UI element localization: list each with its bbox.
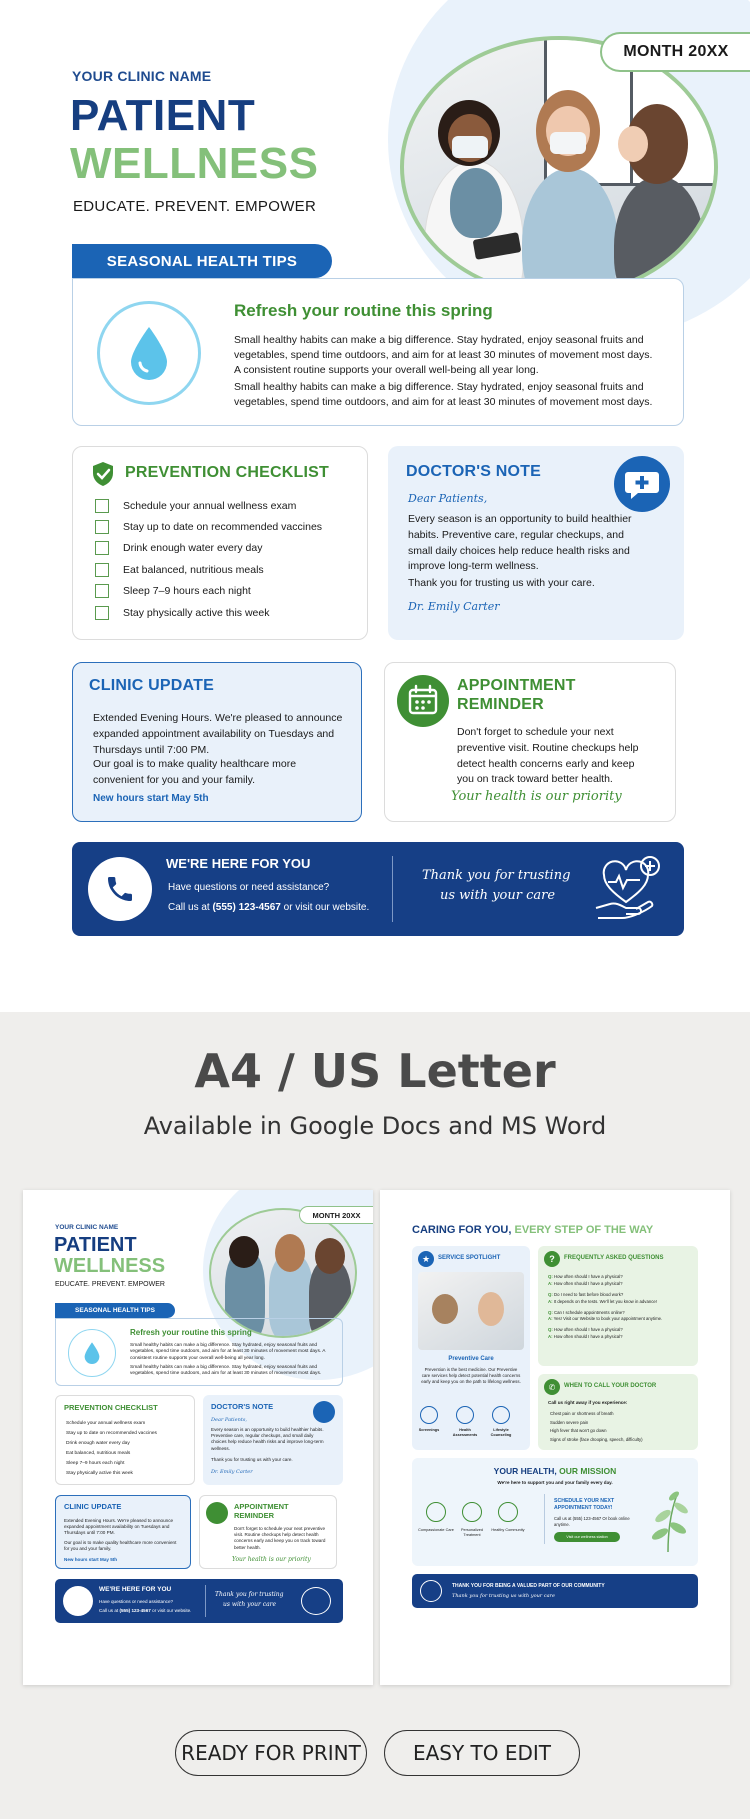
clinic-update-card <box>72 662 362 822</box>
faq-answer-text: How often should I have a physical? <box>553 1334 623 1340</box>
calendar-icon <box>206 1502 228 1524</box>
page-preview-front <box>23 1190 373 1685</box>
health-assessment-icon <box>456 1406 474 1424</box>
contact-phone[interactable]: (555) 123-4567 <box>212 902 281 913</box>
doctors-note-body: Every season is an opportunity to build healthier habits. Preventive care, regular checkups, and small daily choices help reduce health risks and improve long-term wellness. <box>408 513 632 573</box>
divider <box>544 1494 545 1544</box>
thank-you-script: Thank you for trusting us with your care <box>452 1593 555 1599</box>
checkbox[interactable] <box>95 541 109 555</box>
doctors-note-card <box>388 446 684 640</box>
page-preview-back <box>380 1190 730 1685</box>
appointment-script: Your health is our priority <box>232 1556 311 1563</box>
checklist-title: PREVENTION CHECKLIST <box>125 464 330 481</box>
clinic-update-body: Extended Evening Hours. We're pleased to announce expanded appointment availability on Tuesdays and Thursdays until 7:00 PM. <box>93 712 343 756</box>
page2-heading-part1: CARING FOR YOU, <box>412 1224 515 1236</box>
spotlight-icon-label: Lifestyle Counseling <box>490 1428 512 1438</box>
caring-hand-heart-icon <box>420 1580 442 1602</box>
contact-bar <box>72 842 684 936</box>
contact-suffix: or visit our website. <box>150 1608 192 1613</box>
phone-icon: ✆ <box>544 1379 560 1395</box>
caring-hand-heart-icon <box>592 854 664 924</box>
phone-icon <box>63 1586 93 1616</box>
contact-bar <box>55 1579 343 1623</box>
appointment-reminder-card <box>384 662 676 822</box>
contact-thanks-line2: us with your care <box>223 1601 277 1608</box>
promo-section <box>0 1012 750 1819</box>
page2-heading-part2: EVERY STEP OF THE WAY <box>514 1224 654 1236</box>
tips-heading: Refresh your routine this spring <box>130 1328 252 1337</box>
faq-question-text: Do I need to fast before blood work? <box>553 1291 624 1297</box>
schedule-title: SCHEDULE YOUR NEXT APPOINTMENT TODAY! <box>554 1498 615 1512</box>
doctors-note-thanks: Thank you for trusting us with your care. <box>211 1457 293 1462</box>
doctors-note-title: DOCTOR'S NOTE <box>406 463 542 480</box>
appointment-title-line1: APPOINTMENT <box>457 677 576 694</box>
call-doctor-card <box>538 1374 698 1450</box>
faq-answer: A: How often should I have a physical? <box>548 1280 623 1286</box>
checkbox[interactable] <box>95 563 109 577</box>
faq-answer: A: Yes! Visit our Website to book your appointment anytime. <box>548 1316 663 1322</box>
contact-line1: Have questions or need assistance? <box>168 882 330 893</box>
checklist-item[interactable] <box>95 584 251 598</box>
page2-heading <box>412 1224 653 1236</box>
thank-you-title: THANK YOU FOR BEING A VALUED PART OF OUR COMMUNITY <box>452 1583 605 1589</box>
contact-prefix: Call us at <box>168 902 213 913</box>
appointment-reminder-card <box>199 1495 337 1569</box>
doctors-note-title: DOCTOR'S NOTE <box>211 1402 274 1411</box>
medical-chat-icon <box>614 456 670 512</box>
month-badge: MONTH 20XX <box>600 32 750 72</box>
appointment-title-line1: APPOINTMENT <box>234 1502 289 1511</box>
divider <box>205 1585 206 1617</box>
seasonal-tips-tab: SEASONAL HEALTH TIPS <box>72 244 332 278</box>
faq-question: Q: Do I need to fast before blood work? <box>548 1291 624 1297</box>
doctors-note-greeting: Dear Patients, <box>408 492 488 505</box>
checklist-item-label: Stay up to date on recommended vaccines <box>123 521 323 533</box>
doctors-note-body: Every season is an opportunity to build healthier habits. Preventive care, regular checkups, and small daily choices help reduce health risks and improve long-term wellness. <box>211 1427 324 1451</box>
checkbox[interactable] <box>95 606 109 620</box>
clinic-name: YOUR CLINIC NAME <box>55 1224 119 1231</box>
scrubs <box>450 168 502 238</box>
page-title-line2: WELLNESS <box>54 1255 166 1277</box>
format-subtitle: Available in Google Docs and MS Word <box>143 1112 607 1140</box>
divider <box>392 856 393 922</box>
checklist-item-label: Stay up to date on recommended vaccines <box>66 1431 157 1437</box>
faq-question: Q: How often should I have a physical? <box>548 1327 623 1333</box>
checklist-item-label: Sleep 7–9 hours each night <box>123 585 251 597</box>
call-doctor-subtitle: Call us right away if you experience: <box>548 1400 628 1405</box>
schedule-body: Call us at (555) 123-4567 Or book online anytime. <box>554 1516 630 1527</box>
water-drop-icon <box>68 1329 116 1377</box>
clinic-update-title: CLINIC UPDATE <box>89 677 214 694</box>
star-icon: ★ <box>418 1251 434 1267</box>
checklist-item-label: Eat balanced, nutritious meals <box>66 1451 131 1457</box>
seasonal-tips-tab: SEASONAL HEALTH TIPS <box>55 1303 175 1318</box>
call-item: Signs of stroke (face drooping, speech, difficulty) <box>550 1436 643 1442</box>
mission-icon-label: Personalized Treatment <box>461 1528 483 1538</box>
faq-card <box>538 1246 698 1366</box>
checklist-title: PREVENTION CHECKLIST <box>64 1403 158 1412</box>
checklist-item-label: Drink enough water every day <box>123 542 263 554</box>
tagline: EDUCATE. PREVENT. EMPOWER <box>55 1281 165 1288</box>
contact-line2 <box>99 1608 191 1614</box>
checkbox[interactable] <box>95 584 109 598</box>
month-badge: MONTH 20XX <box>299 1206 373 1224</box>
medical-chat-icon <box>313 1401 335 1423</box>
contact-thanks-line1: Thank you for trusting <box>215 1591 284 1598</box>
ready-for-print-button[interactable]: READY FOR PRINT <box>175 1730 367 1776</box>
faq-answer: A: How often should I have a physical? <box>548 1334 623 1340</box>
faq-question: Q: How often should I have a physical? <box>548 1274 623 1279</box>
contact-line2 <box>168 902 369 913</box>
clinic-update-body: Our goal is to make quality healthcare more convenient for you and your family. <box>64 1540 177 1552</box>
checklist-item-label: Drink enough water every day <box>66 1441 130 1447</box>
appointment-title-line2: REMINDER <box>234 1511 275 1520</box>
page-title-line2: WELLNESS <box>70 139 319 188</box>
checklist-item-label: Sleep 7–9 hours each night <box>66 1461 125 1467</box>
service-spotlight-card <box>412 1246 530 1450</box>
page-title-line1: PATIENT <box>70 91 256 140</box>
calendar-icon <box>397 675 449 727</box>
faq-question: Q: Can I schedule appointments online? <box>548 1309 625 1315</box>
tips-paragraph: Small healthy habits can make a big difference. Stay hydrated, enjoy seasonal fruits and vegetables, spend time outdoors, and aim for at least 30 minutes of movement most days. A consistent routine supports your overall well-being all year long. <box>130 1343 326 1361</box>
water-drop-icon <box>97 301 201 405</box>
mission-title-part1: YOUR HEALTH, <box>493 1466 560 1476</box>
wellness-station-button[interactable]: Visit our wellness station <box>554 1532 620 1542</box>
faq-answer-text: How often should I have a physical? <box>553 1280 623 1286</box>
doctors-note-greeting: Dear Patients, <box>211 1417 248 1423</box>
doctors-note-card <box>203 1395 343 1485</box>
checklist-item[interactable] <box>95 520 322 534</box>
contact-prefix: Call us at <box>99 1608 120 1613</box>
spotlight-title: SERVICE SPOTLIGHT <box>438 1255 501 1261</box>
leaf-branch-icon <box>648 1488 688 1554</box>
appointment-title-line2: REMINDER <box>457 696 544 713</box>
contact-suffix: or visit our website. <box>280 902 370 913</box>
checklist-item-label: Eat balanced, nutritious meals <box>123 564 264 576</box>
call-doctor-title: WHEN TO CALL YOUR DOCTOR <box>564 1383 657 1389</box>
screenings-icon <box>420 1406 438 1424</box>
checklist-item[interactable] <box>95 563 264 577</box>
page-title-line1: PATIENT <box>54 1234 137 1256</box>
seasonal-tips-card <box>55 1318 343 1386</box>
call-item: Sudden severe pain <box>550 1419 589 1425</box>
faq-answer: A: It depends on the tests. We'll let you know in advance! <box>548 1298 657 1304</box>
checklist-item-label: Stay physically active this week <box>123 607 270 619</box>
doctors-note-thanks: Thank you for trusting us with your care. <box>408 577 595 589</box>
tips-paragraph: Small healthy habits can make a big difference. Stay hydrated, enjoy seasonal fruits and vegetables, spend time outdoors, and aim for at least 30 minutes of movement most days. A consistent routine supports your overall well-being all year long. <box>234 334 653 377</box>
tips-heading: Refresh your routine this spring <box>234 301 493 320</box>
call-item: Chest pain or shortness of breath <box>550 1411 614 1416</box>
call-item: High fever that won't go down <box>550 1428 607 1434</box>
community-icon <box>498 1502 518 1522</box>
mission-title <box>412 1466 698 1476</box>
phone-icon[interactable] <box>88 857 152 921</box>
spotlight-photo <box>418 1272 524 1350</box>
clinic-name: YOUR CLINIC NAME <box>72 68 212 84</box>
checklist-item[interactable] <box>95 541 263 555</box>
contact-line1: Have questions or need assistance? <box>99 1599 174 1604</box>
new-hours-note: New hours start May 5th <box>64 1557 118 1562</box>
child-face <box>618 126 648 162</box>
mission-card <box>412 1458 698 1566</box>
call-doctor-list <box>550 1410 643 1444</box>
caring-hand-heart-icon <box>301 1587 331 1615</box>
care-icon <box>426 1502 446 1522</box>
appointment-body: Don't forget to schedule your next preventive visit. Routine checkups help detect health concerns early and keep you on track toward better health. <box>234 1526 326 1550</box>
appointment-body: Don't forget to schedule your next preventive visit. Routine checkups help detect health concerns early and keep you on track toward better health. <box>457 726 639 786</box>
prevention-checklist-card <box>55 1395 195 1485</box>
faq-answer-text: Yes! Visit our Website to book your appointment anytime. <box>553 1316 663 1322</box>
contact-title: WE'RE HERE FOR YOU <box>166 856 311 871</box>
tips-paragraph: Small healthy habits can make a big difference. Stay hydrated, enjoy seasonal fruits and vegetables, spend time outdoors, and aim for at least 30 minutes of movement most days. <box>234 381 653 409</box>
prevention-checklist-card <box>72 446 368 640</box>
easy-to-edit-button[interactable]: EASY TO EDIT <box>384 1730 580 1776</box>
hero-photo <box>400 36 718 298</box>
checklist-item[interactable] <box>95 499 296 513</box>
new-hours-note: New hours start May 5th <box>93 793 209 804</box>
mission-title-part2: OUR MISSION <box>559 1466 617 1476</box>
contact-thanks-line2: us with your care <box>440 888 556 903</box>
faq-question-text: How often should I have a physical? <box>553 1274 623 1279</box>
treatment-icon <box>462 1502 482 1522</box>
checklist-item-label: Stay physically active this week <box>66 1471 133 1477</box>
faq-list <box>548 1274 692 1341</box>
question-icon: ? <box>544 1251 560 1267</box>
mission-subtitle: We're here to support you and your family every day. <box>497 1480 613 1485</box>
spotlight-icon-label: Screenings <box>418 1428 440 1432</box>
thank-you-bar <box>412 1574 698 1608</box>
faq-title: FREQUENTLY ASKED QUESTIONS <box>564 1255 664 1261</box>
checklist-item-label: Schedule your annual wellness exam <box>66 1421 146 1426</box>
appointment-title <box>234 1502 289 1520</box>
clinic-update-card <box>55 1495 191 1569</box>
spotlight-icon-label: Health Assessments <box>452 1428 478 1438</box>
checkbox[interactable] <box>95 520 109 534</box>
faq-answer-text: It depends on the tests. We'll let you know in advance! <box>553 1298 657 1304</box>
contact-title: WE'RE HERE FOR YOU <box>99 1586 172 1593</box>
format-title: A4 / US Letter <box>194 1044 556 1098</box>
clinic-update-body: Extended Evening Hours. We're pleased to announce expanded appointment availability on Tuesdays and Thursdays until 7:00 PM. <box>64 1518 174 1536</box>
tagline: EDUCATE. PREVENT. EMPOWER <box>73 198 317 215</box>
seasonal-tips-card <box>72 278 684 426</box>
mission-icon-label: Healthy Community <box>491 1528 525 1532</box>
mission-icon-label: Compassionate Care <box>418 1528 454 1532</box>
checklist-item[interactable] <box>95 606 269 620</box>
faq-question-text: How often should I have a physical? <box>553 1327 623 1333</box>
clinic-update-title: CLINIC UPDATE <box>64 1502 122 1511</box>
appointment-script: Your health is our priority <box>451 789 622 804</box>
face-mask <box>452 136 488 158</box>
spotlight-subtitle: Preventive Care <box>448 1356 494 1362</box>
doctor-signature: Dr. Emily Carter <box>408 600 500 613</box>
tips-paragraph: Small healthy habits can make a big difference. Stay hydrated, enjoy seasonal fruits and vegetables, spend time outdoors, and aim for at least 30 minutes of movement most days. <box>130 1365 322 1377</box>
checkbox[interactable] <box>95 499 109 513</box>
checklist-item-label: Schedule your annual wellness exam <box>123 500 297 512</box>
face-mask <box>550 132 586 154</box>
clinic-update-body: Our goal is to make quality healthcare more convenient for you and your family. <box>93 758 297 786</box>
counseling-icon <box>492 1406 510 1424</box>
contact-thanks-line1: Thank you for trusting <box>422 868 571 883</box>
spotlight-body: Prevention is the best medicine. Our Preventive care services help detect potential health concerns early and keep you on the path to lifelong wellness. <box>421 1367 521 1384</box>
contact-phone: (555) 123-4567 <box>119 1608 151 1613</box>
doctor-signature: Dr. Emily Carter <box>211 1469 253 1475</box>
faq-question-text: Can I schedule appointments online? <box>553 1309 625 1315</box>
checklist-items <box>66 1419 157 1479</box>
shield-check-icon <box>91 461 115 487</box>
